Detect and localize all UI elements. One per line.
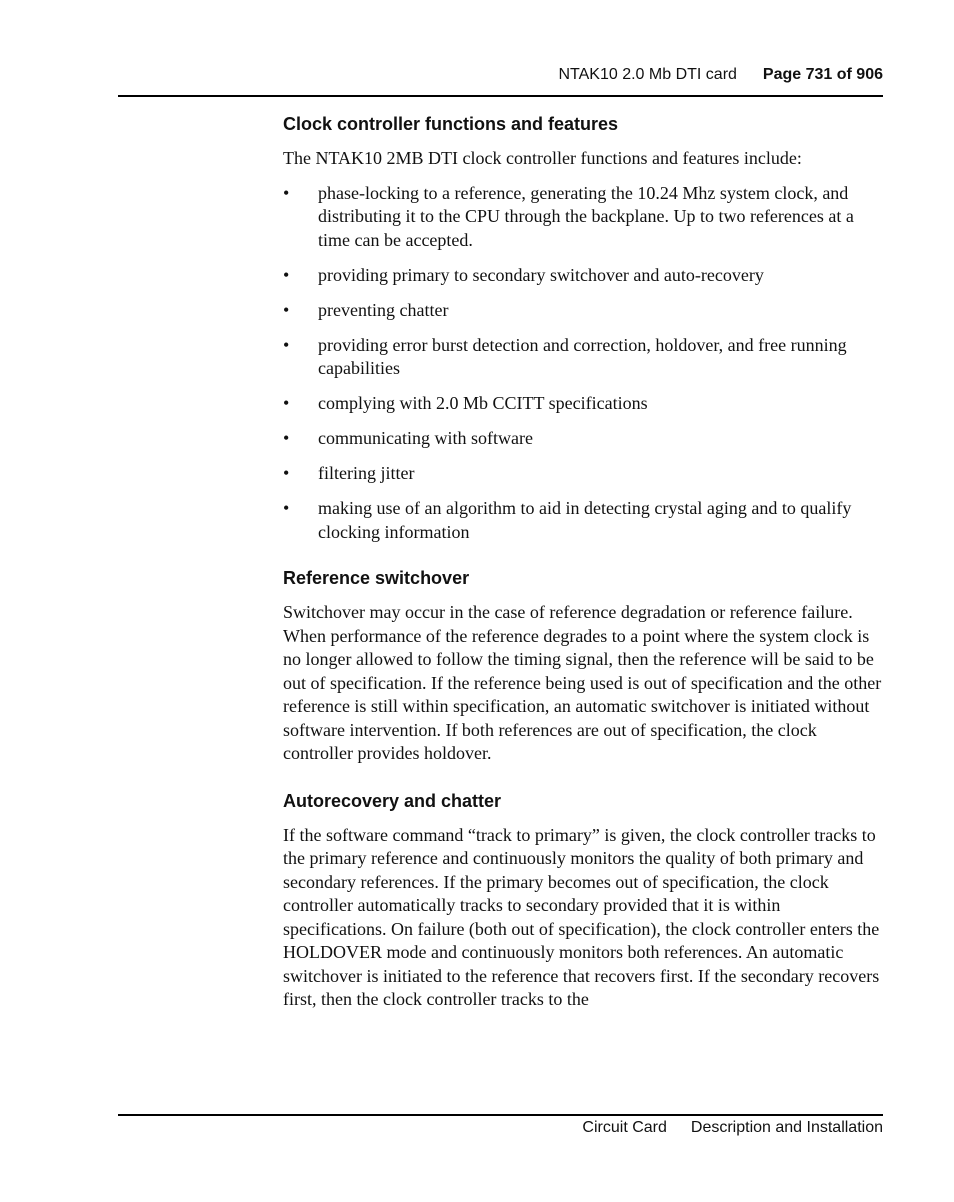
section-body-autorecovery: If the software command “track to primary” is given, the clock controller tracks to the primary reference and continuously monitors the quality of both primary and secondary references. If the primary becomes out of specification, the clock controller automatically tracks to secondary provided that it is within specifications. On failure (both out of specification), the clock controller enters the HOLDOVER mode and continuously monitors both references. An automatic switchover is initiated to the reference that recovers first. If the secondary recovers first, then the clock controller tracks to the: [283, 824, 880, 1009]
section-intro: The NTAK10 2MB DTI clock controller functions and features include:: [283, 148, 802, 168]
footer-left: Circuit Card: [582, 1119, 667, 1136]
bullet-icon: •: [283, 463, 290, 483]
main-content: [283, 112, 883, 1012]
list-item: • phase-locking to a reference, generating the 10.24 Mhz system clock, and distributing it to the CPU through the backplane. Up to two references at a time can be accepted.: [283, 182, 854, 250]
footer-rule: [118, 1114, 883, 1116]
feature-list: [283, 182, 883, 545]
bullet-icon: •: [283, 334, 290, 355]
section-heading-autorecovery: Autorecovery and chatter: [283, 790, 502, 811]
section-body-reference-switchover: Switchover may occur in the case of reference degradation or reference failure. When performance of the reference degrades to a point where the system clock is no longer allowed to follow the timing signal, then the reference will be said to be out of specification. If the reference being used is out of specification and the other reference is still within specification, an automatic switchover is initiated without software intervention. If both references are out of specification, the clock controller provides holdover.: [283, 602, 882, 763]
bullet-icon: •: [283, 498, 290, 518]
list-item: • filtering jitter: [283, 462, 883, 486]
page-header: [558, 66, 883, 84]
list-item: • providing primary to secondary switchover and auto-recovery: [283, 264, 883, 288]
list-item: • making use of an algorithm to aid in detecting crystal aging and to qualify clocking information: [283, 498, 852, 542]
list-item: • providing error burst detection and correction, holdover, and free running capabilities: [283, 334, 847, 378]
header-doc-title: NTAK10 2.0 Mb DTI card: [558, 66, 737, 83]
page-footer: [582, 1119, 883, 1137]
list-item: • preventing chatter: [283, 299, 883, 323]
list-item: • complying with 2.0 Mb CCITT specifications: [283, 392, 883, 416]
bullet-icon: •: [283, 299, 290, 320]
bullet-icon: •: [283, 264, 290, 285]
section-heading-clock-controller: Clock controller functions and features: [283, 114, 619, 134]
bullet-icon: •: [283, 393, 290, 413]
bullet-icon: •: [283, 182, 290, 203]
header-page-number: Page 731 of 906: [762, 66, 883, 83]
bullet-icon: •: [283, 428, 290, 448]
footer-right: Description and Installation: [690, 1119, 883, 1136]
header-rule: [118, 95, 883, 97]
list-item: • communicating with software: [283, 427, 883, 451]
section-heading-reference-switchover: Reference switchover: [283, 568, 470, 588]
